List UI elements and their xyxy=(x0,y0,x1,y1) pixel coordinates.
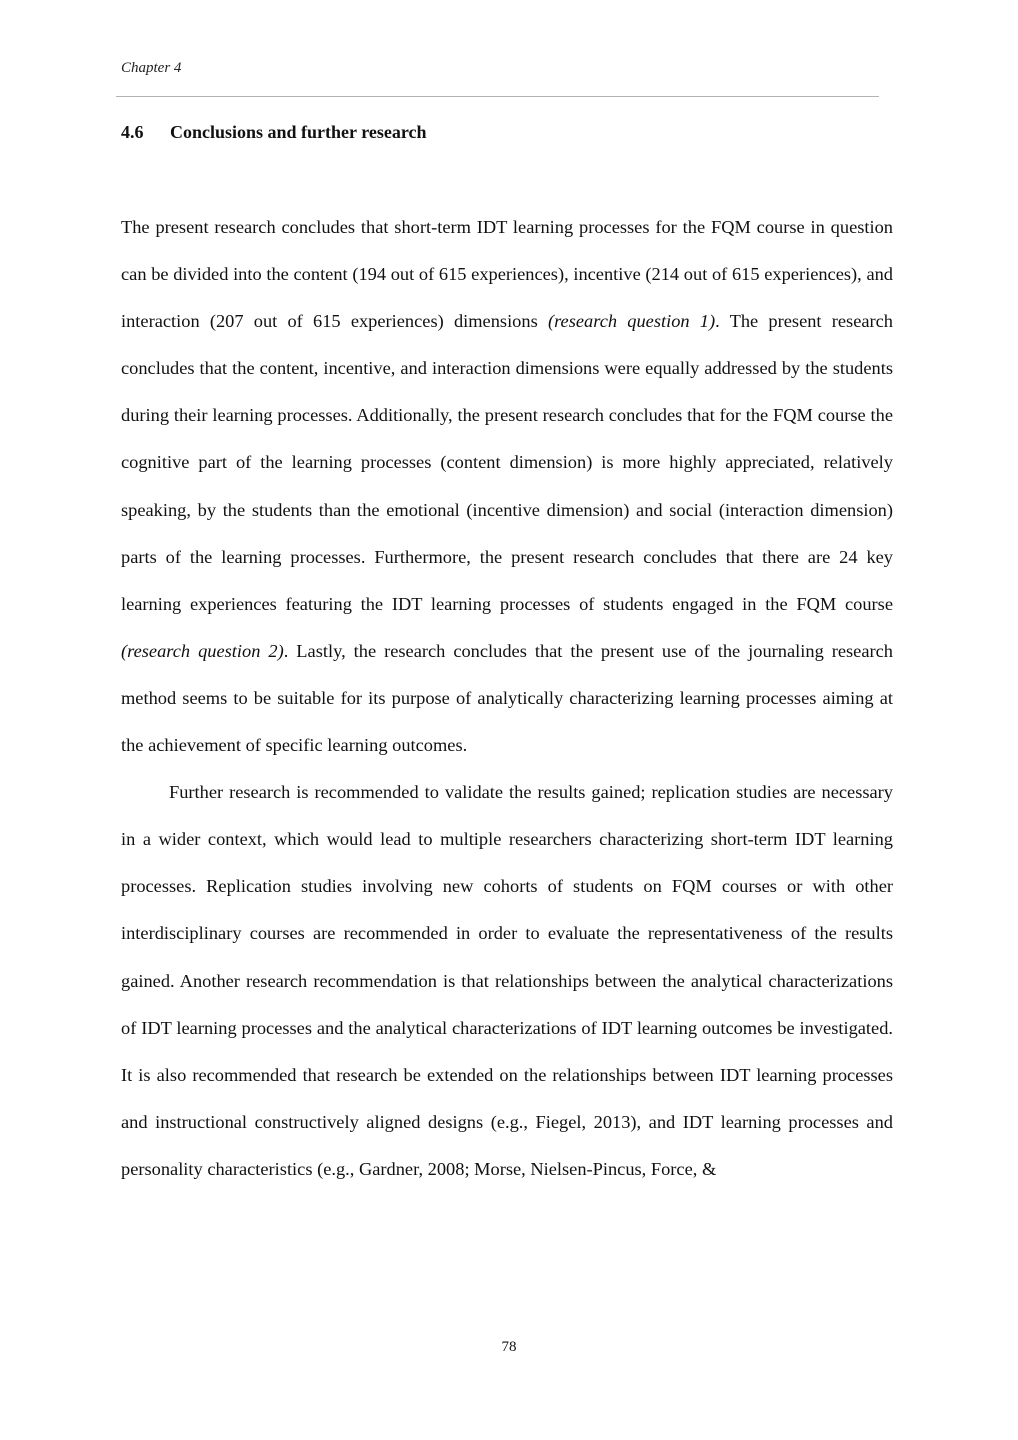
text-run: . Lastly, the research concludes that the present use of the journaling research method seems to be suitable for its purpose of analytically characterizing learning processes aiming at the achievement of specific learning outcomes. xyxy=(121,640,893,756)
section-number: 4.6 xyxy=(121,122,144,142)
text-run: Further research is recommended to validate the results gained; replication studies are necessary in a wider context, which would lead to multiple researchers characterizing short-term IDT learning processes. Replication studies involving new cohorts of students on FQM courses or with other interdisciplinary courses are recommended in order to evaluate the representativeness of the results gained. Another research recommendation is that relationships between the analytical characterizations of IDT learning processes and the analytical characterizations of IDT learning outcomes be investigated. It is also recommended that research be extended on the relationships between IDT learning processes and instructional constructively aligned designs (e.g., Fiegel, 2013), and IDT learning processes and personality characteristics (e.g., Gardner, 2008; Morse, Nielsen-Pincus, Force, & xyxy=(121,782,893,1179)
header-divider xyxy=(116,96,879,97)
running-head: Chapter 4 xyxy=(121,60,182,76)
text-run: The present research concludes that short-term IDT learning processes for the FQM course in question can be divided into the content (194 out of 615 experiences), incentive (214 out of 615 experiences), and interaction (207 out of 615 experiences) dimensions xyxy=(121,217,893,332)
paragraph-further-research xyxy=(121,769,893,1193)
text-run: . The present research concludes that the content, incentive, and interaction dimensions were equally addressed by the students during their learning processes. Additionally, the present research concludes that for the FQM course the cognitive part of the learning processes (content dimension) is more highly appreciated, relatively speaking, by the students than the emotional (incentive dimension) and social (interaction dimension) parts of the learning processes. Furthermore, the present research concludes that there are 24 key learning experiences featuring the IDT learning processes of students engaged in the FQM course xyxy=(121,311,893,614)
text-run-italic: (research question 1) xyxy=(547,311,716,332)
section-heading xyxy=(121,122,427,143)
body-text xyxy=(121,204,893,1193)
page-number: 78 xyxy=(501,1339,517,1355)
paragraph-conclusions xyxy=(121,204,893,769)
text-run-italic: (research question 2) xyxy=(121,640,284,661)
section-title: Conclusions and further research xyxy=(170,122,427,142)
